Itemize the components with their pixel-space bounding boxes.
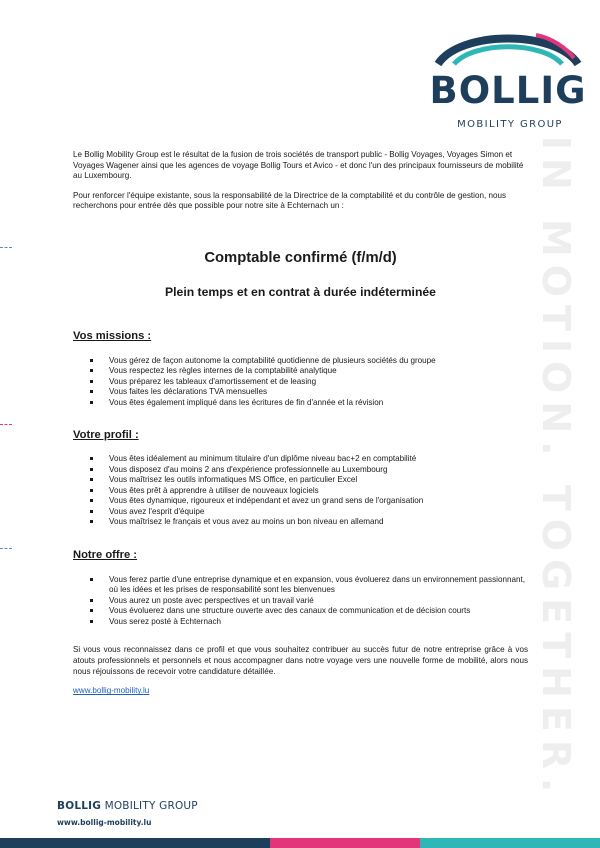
list-item: Vous avez l'esprit d'équipe xyxy=(73,507,528,518)
footer-color-bar xyxy=(0,838,600,848)
list-item: Vous respectez les règles internes de la comptabilité analytique xyxy=(73,366,528,377)
closing-paragraph: Si vous vous reconnaissez dans ce profil et que vous souhaitez contribuer au succès futur de notre entreprise grâce à vos atouts professionnels et personnels et nous accompagner dans notre voyage vers une nouvelle forme de mobilité, alors nous nous réjouissons de recevoir votre candidature détaillée. xyxy=(73,645,528,676)
list-item: Vous gérez de façon autonome la comptabilité quotidienne de plusieurs sociétés du groupe xyxy=(73,356,528,367)
bar-segment-teal xyxy=(420,838,600,848)
bullet-icon xyxy=(90,620,93,623)
list-item: Vous évoluerez dans une structure ouverte avec des canaux de communication et de décision courts xyxy=(73,606,528,617)
logo-wordmark: BOLLIG xyxy=(429,69,587,112)
list-item: Vous aurez un poste avec perspectives et un travail varié xyxy=(73,596,528,607)
list-item: Vous maîtrisez les outils informatiques MS Office, en particulier Excel xyxy=(73,475,528,486)
list-item: Vous maîtrisez le français et vous avez au moins un bon niveau en allemand xyxy=(73,517,528,528)
intro-paragraph: Le Bollig Mobility Group est le résultat de la fusion de trois sociétés de transport public - Bollig Voyages, Voyages Simon et Voyages Wagener ainsi que les agences de voyage Bollig Tours et Avico - et donc l'un des principaux fournisseurs de mobilité au Luxembourg. xyxy=(73,150,524,181)
job-subtitle: Plein temps et en contrat à durée indéterminée xyxy=(165,284,436,299)
list-item: Vous êtes prêt à apprendre à utiliser de nouveaux logiciels xyxy=(73,486,528,497)
list-item: Vous ferez partie d'une entreprise dynamique et en expansion, vous évoluerez dans un environnement passionnant, où les idées et les prises de responsabilité sont les bienvenues xyxy=(73,575,528,596)
missions-list xyxy=(73,356,528,409)
bar-segment-pink xyxy=(270,838,420,848)
offre-list xyxy=(73,575,528,628)
bar-segment-navy xyxy=(0,838,270,848)
bullet-icon xyxy=(90,380,93,383)
list-item: Vous serez posté à Echternach xyxy=(73,617,528,628)
footer-url: www.bollig-mobility.lu xyxy=(57,818,152,827)
list-item: Vous êtes idéalement au minimum titulaire d'un diplôme niveau bac+2 en comptabilité xyxy=(73,454,528,465)
bullet-icon xyxy=(90,478,93,481)
fold-mark xyxy=(0,548,12,549)
footer-brand: BOLLIG MOBILITY GROUP xyxy=(57,800,198,812)
bullet-icon xyxy=(90,359,93,362)
list-item: Vous faites les déclarations TVA mensuelles xyxy=(73,387,528,398)
section-title-offre: Notre offre : xyxy=(73,548,138,561)
bullet-icon xyxy=(90,520,93,523)
website-link[interactable]: www.bollig-mobility.lu xyxy=(73,686,150,696)
list-item: Vous êtes également impliqué dans les écritures de fin d'année et la révision xyxy=(73,398,528,409)
bullet-icon xyxy=(90,390,93,393)
company-logo xyxy=(424,26,592,130)
bullet-icon xyxy=(90,499,93,502)
bullet-icon xyxy=(90,599,93,602)
watermark-slogan: IN MOTION. TOGETHER. xyxy=(534,135,578,801)
fold-mark xyxy=(0,424,12,425)
logo-tagline: MOBILITY GROUP xyxy=(457,119,563,130)
bullet-icon xyxy=(90,510,93,513)
logo-arc-icon xyxy=(424,26,592,66)
bullet-icon xyxy=(90,401,93,404)
section-title-profil: Votre profil : xyxy=(73,429,139,442)
list-item: Vous préparez les tableaux d'amortissement et de leasing xyxy=(73,377,528,388)
bullet-icon xyxy=(90,369,93,372)
intro-paragraph: Pour renforcer l'équipe existante, sous la responsabilité de la Directrice de la comptabilité et du contrôle de gestion, nous recherchons pour entrée dès que possible pour notre site à Echternach un : xyxy=(73,190,507,211)
bullet-icon xyxy=(90,609,93,612)
bullet-icon xyxy=(90,578,93,581)
job-title: Comptable confirmé (f/m/d) xyxy=(204,249,397,266)
bullet-icon xyxy=(90,489,93,492)
bullet-icon xyxy=(90,457,93,460)
job-posting xyxy=(73,150,528,697)
list-item: Vous êtes dynamique, rigoureux et indépendant et avez un grand sens de l'organisation xyxy=(73,496,528,507)
section-title-missions: Vos missions : xyxy=(73,329,152,342)
bullet-icon xyxy=(90,468,93,471)
fold-mark xyxy=(0,247,12,248)
profil-list xyxy=(73,454,528,528)
list-item: Vous disposez d'au moins 2 ans d'expérience professionnelle au Luxembourg xyxy=(73,465,528,476)
